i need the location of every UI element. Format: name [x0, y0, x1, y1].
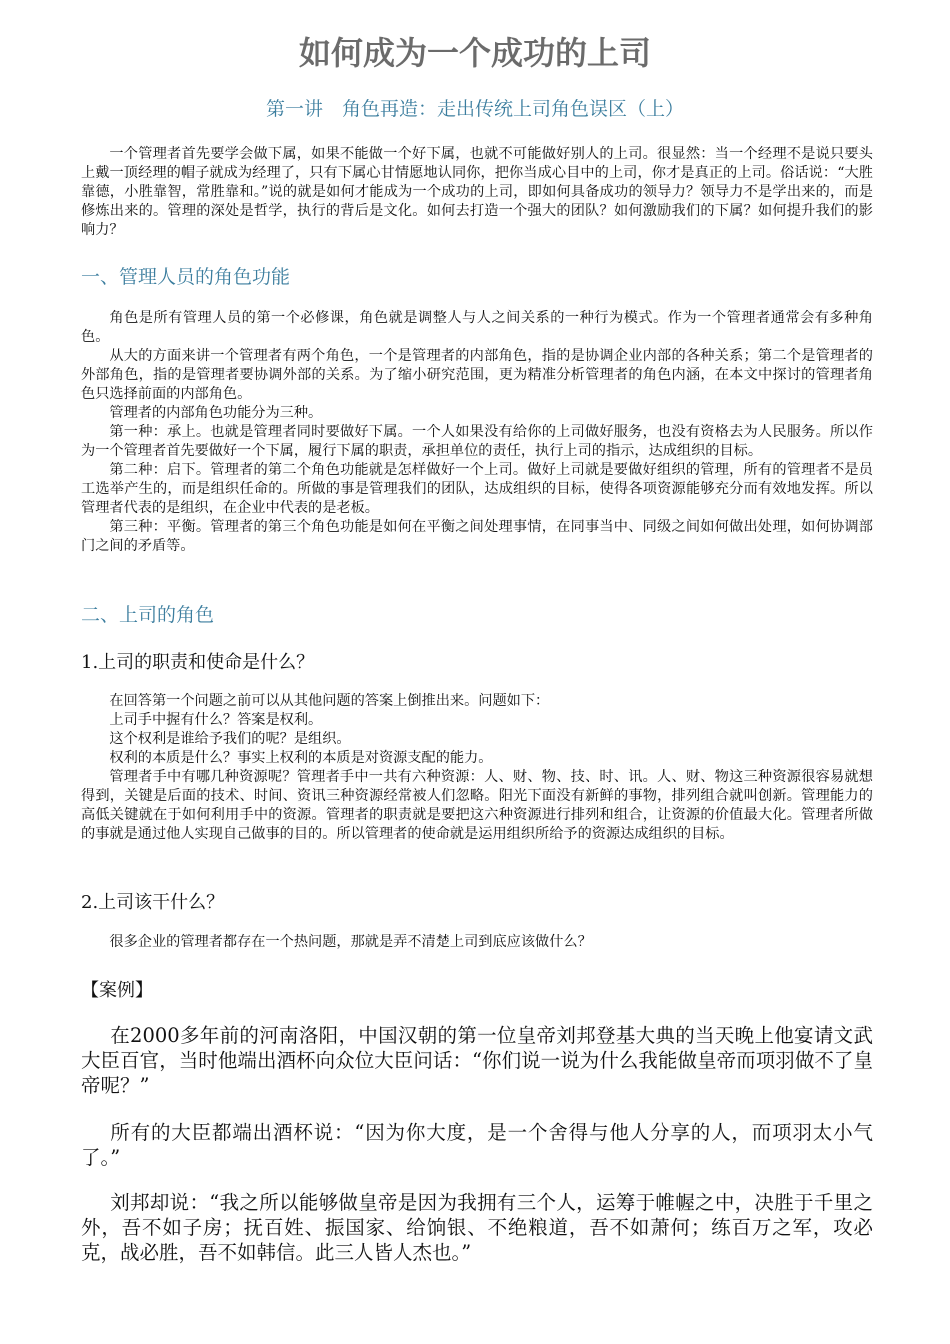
case-paragraph-1-block [81, 1023, 873, 1098]
section1-paragraph: 第二种：启下。管理者的第二个角色功能就是怎样做好一个上司。做好上司就是要做好组织的管理，所有的管理者不是员工选举产生的，而是组织任命的。所做的事是管理我们的团队，达成组织的目标，使得各项资源能够充分而有效地发挥。所以管理者代表的是组织，在企业中代表的是老板。 [81, 462, 873, 516]
intro-block [81, 145, 873, 240]
section1-paragraph: 角色是所有管理人员的第一个必修课，角色就是调整人与人之间关系的一种行为模式。作为一个管理者通常会有多种角色。 [81, 310, 873, 345]
question1-body [81, 692, 873, 844]
question2-paragraph: 很多企业的管理者都存在一个热问题，那就是弄不清楚上司到底应该做什么？ [109, 934, 592, 950]
question1-paragraph: 上司手中握有什么？答案是权利。 [109, 712, 323, 728]
document-title: 如何成为一个成功的上司 [298, 34, 651, 72]
section1-body [81, 309, 873, 556]
question2-heading: 2.上司该干什么？ [81, 892, 225, 913]
section1-paragraph: 第三种：平衡。管理者的第三个角色功能是如何在平衡之间处理事情，在同事当中、同级之间如何做出处理，如何协调部门之间的矛盾等。 [81, 519, 873, 554]
case-paragraph-2-block [81, 1120, 873, 1170]
section1-heading: 一、管理人员的角色功能 [81, 266, 291, 288]
question1-paragraph: 权利的本质是什么？事实上权利的本质是对资源支配的能力。 [109, 750, 493, 766]
section1-paragraph: 管理者的内部角色功能分为三种。 [109, 405, 323, 421]
section1-paragraph: 从大的方面来讲一个管理者有两个角色，一个是管理者的内部角色，指的是协调企业内部的各种关系；第二个是管理者的外部角色，指的是管理者要协调外部的关系。为了缩小研究范围，更为精准分析管理者的角色内涵，在本文中探讨的管理者角色只选择前面的内部角色。 [81, 348, 873, 402]
case-label: 【案例】 [81, 980, 153, 1001]
case-paragraph: 所有的大臣都端出酒杯说：“因为你大度，是一个舍得与他人分享的人，而项羽太小气了。” [81, 1121, 873, 1169]
question1-paragraph: 这个权利是谁给予我们的呢？是组织。 [109, 731, 351, 747]
case-paragraph: 刘邦却说：“我之所以能够做皇帝是因为我拥有三个人，运筹于帷幄之中，决胜于千里之外，吾不如子房；抚百姓、振国家、给饷银、不绝粮道，吾不如萧何；练百万之军，攻必克，战必胜，吾不如韩信。此三人皆人杰也。” [81, 1191, 873, 1264]
question1-paragraph: 管理者手中有哪几种资源呢？管理者手中一共有六种资源：人、财、物、技、时、讯。人、财、物这三种资源很容易就想得到，关键是后面的技术、时间、资讯三种资源经常被人们忽略。阳光下面没有新鲜的事物，排列组合就叫创新。管理能力的高低关键就在于如何利用手中的资源。管理者的职责就是要把这六种资源进行排列和组合，让资源的价值最大化。管理者所做的事就是通过他人实现自己做事的目的。所以管理者的使命就是运用组织所给予的资源达成组织的目标。 [81, 769, 873, 842]
case-paragraph: 在2000多年前的河南洛阳，中国汉朝的第一位皇帝刘邦登基大典的当天晚上他宴请文武大臣百官，当时他端出酒杯向众位大臣问话：“你们说一说为什么我能做皇帝而项羽做不了皇帝呢？” [81, 1024, 873, 1097]
lecture-subtitle: 第一讲 角色再造：走出传统上司角色误区（上） [265, 98, 684, 120]
question1-heading: 1.上司的职责和使命是什么？ [81, 652, 315, 673]
case-paragraph-3-block [81, 1190, 873, 1265]
section1-paragraph: 第一种：承上。也就是管理者同时要做好下属。一个人如果没有给你的上司做好服务，也没有资格去为人民服务。所以作为一个管理者首先要做好一个下属，履行下属的职责，承担单位的责任，执行上司的指示，达成组织的目标。 [81, 424, 873, 459]
intro-paragraph: 一个管理者首先要学会做下属，如果不能做一个好下属，也就不可能做好别人的上司。很显然：当一个经理不是说只要头上戴一顶经理的帽子就成为经理了，只有下属心甘情愿地认同你，把你当成心目中的上司，你才是真正的上司。俗话说：“大胜靠德，小胜靠智，常胜靠和。”说的就是如何才能成为一个成功的上司，即如何具备成功的领导力？领导力不是学出来的，而是修炼出来的。管理的深处是哲学，执行的背后是文化。如何去打造一个强大的团队？如何激励我们的下属？如何提升我们的影响力？ [81, 146, 873, 238]
question1-paragraph: 在回答第一个问题之前可以从其他问题的答案上倒推出来。问题如下： [109, 693, 550, 709]
question2-body [81, 933, 873, 952]
section2-heading: 二、上司的角色 [81, 604, 215, 626]
